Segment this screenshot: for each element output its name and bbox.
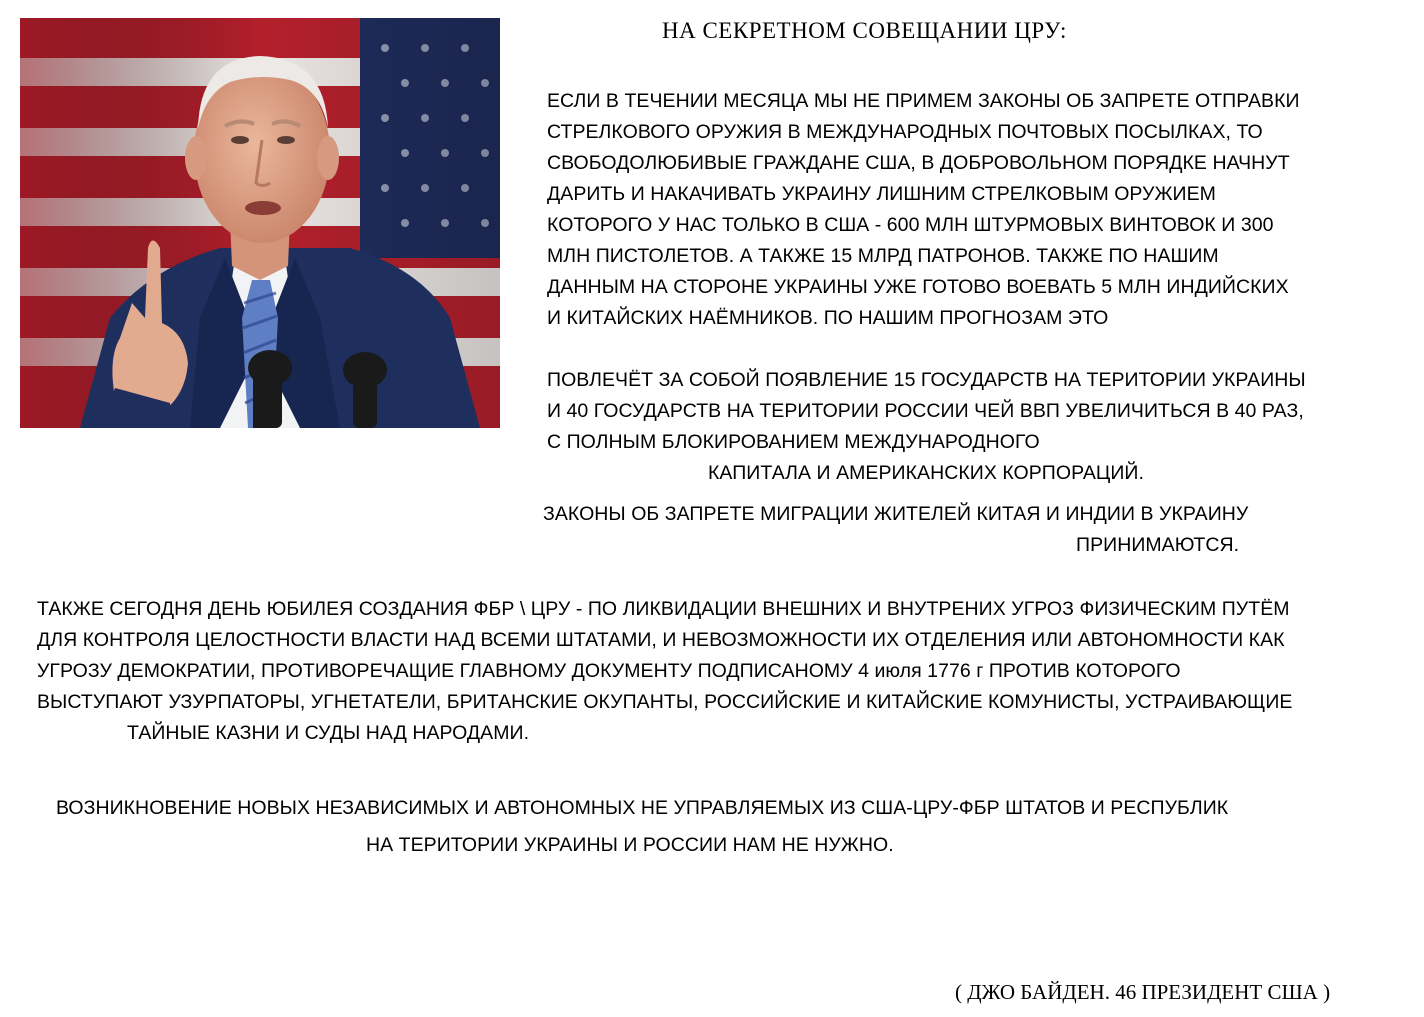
text-line: УГРОЗУ ДЕМОКРАТИИ, ПРОТИВОРЕЧАЩИЕ ГЛАВНОМУ ДОКУМЕНТУ ПОДПИСАНОМУ 4 июля 1776 г ПРОТИВ КОТОРОГО: [37, 660, 1181, 682]
text-line: ТАКЖЕ СЕГОДНЯ ДЕНЬ ЮБИЛЕЯ СОЗДАНИЯ ФБР \ ЦРУ - ПО ЛИКВИДАЦИИ ВНЕШНИХ И ВНУТРЕНИХ УГРОЗ ФИЗИЧЕСКИМ ПУТЁМ: [37, 598, 1290, 620]
text-line: И КИТАЙСКИХ НАЁМНИКОВ. ПО НАШИМ ПРОГНОЗАМ ЭТО: [547, 307, 1109, 329]
text-line: ЕСЛИ В ТЕЧЕНИИ МЕСЯЦА МЫ НЕ ПРИМЕМ ЗАКОНЫ ОБ ЗАПРЕТЕ ОТПРАВКИ: [547, 90, 1300, 112]
speaker-photo: [20, 18, 500, 428]
text-line: ДАРИТЬ И НАКАЧИВАТЬ УКРАИНУ ЛИШНИМ СТРЕЛКОВЫМ ОРУЖИЕМ: [547, 183, 1216, 205]
text-line: КАПИТАЛА И АМЕРИКАНСКИХ КОРПОРАЦИЙ.: [708, 462, 1144, 484]
text-line: СВОБОДОЛЮБИВЫЕ ГРАЖДАНЕ США, В ДОБРОВОЛЬНОМ ПОРЯДКЕ НАЧНУТ: [547, 152, 1290, 174]
text-line: ЗАКОНЫ ОБ ЗАПРЕТЕ МИГРАЦИИ ЖИТЕЛЕЙ КИТАЯ И ИНДИИ В УКРАИНУ: [543, 503, 1249, 525]
text-line: ДАННЫМ НА СТОРОНЕ УКРАИНЫ УЖЕ ГОТОВО ВОЕВАТЬ 5 МЛН ИНДИЙСКИХ: [547, 276, 1289, 298]
signature: ( ДЖО БАЙДЕН. 46 ПРЕЗИДЕНТ США ): [955, 980, 1331, 1004]
text-line: СТРЕЛКОВОГО ОРУЖИЯ В МЕЖДУНАРОДНЫХ ПОЧТОВЫХ ПОСЫЛКАХ, ТО: [547, 121, 1263, 143]
text-line: ВОЗНИКНОВЕНИЕ НОВЫХ НЕЗАВИСИМЫХ И АВТОНОМНЫХ НЕ УПРАВЛЯЕМЫХ ИЗ США-ЦРУ-ФБР ШТАТОВ И РЕСПУБЛИК: [56, 797, 1229, 819]
text-line: ДЛЯ КОНТРОЛЯ ЦЕЛОСТНОСТИ ВЛАСТИ НАД ВСЕМИ ШТАТАМИ, И НЕВОЗМОЖНОСТИ ИХ ОТДЕЛЕНИЯ ИЛИ АВТОНОМНОСТИ КАК: [37, 629, 1285, 651]
text-line: И 40 ГОСУДАРСТВ НА ТЕРИТОРИИ РОССИИ ЧЕЙ ВВП УВЕЛИЧИТЬСЯ В 40 РАЗ,: [547, 400, 1304, 422]
mouth: [245, 201, 281, 215]
text-line: КОТОРОГО У НАС ТОЛЬКО В США - 600 МЛН ШТУРМОВЫХ ВИНТОВОК И 300: [547, 214, 1274, 236]
text-line: ВЫСТУПАЮТ УЗУРПАТОРЫ, УГНЕТАТЕЛИ, БРИТАНСКИЕ ОКУПАНТЫ, РОССИЙСКИЕ И КИТАЙСКИЕ КОМУНИСТЫ, УСТРАИВАЮЩИЕ: [37, 691, 1293, 713]
text-line: МЛН ПИСТОЛЕТОВ. А ТАКЖЕ 15 МЛРД ПАТРОНОВ. ТАКЖЕ ПО НАШИМ: [547, 245, 1219, 267]
text-line: НА ТЕРИТОРИИ УКРАИНЫ И РОССИИ НАМ НЕ НУЖНО.: [366, 834, 894, 856]
speaker-illustration: [20, 18, 500, 428]
page-title: НА СЕКРЕТНОМ СОВЕЩАНИИ ЦРУ:: [662, 18, 1067, 43]
text-line: ТАЙНЫЕ КАЗНИ И СУДЫ НАД НАРОДАМИ.: [127, 722, 530, 744]
text-line: ПРИНИМАЮТСЯ.: [1076, 534, 1240, 556]
text-line: ПОВЛЕЧЁТ ЗА СОБОЙ ПОЯВЛЕНИЕ 15 ГОСУДАРСТВ НА ТЕРИТОРИИ УКРАИНЫ: [547, 369, 1306, 391]
text-line: С ПОЛНЫМ БЛОКИРОВАНИЕМ МЕЖДУНАРОДНОГО: [547, 431, 1040, 453]
